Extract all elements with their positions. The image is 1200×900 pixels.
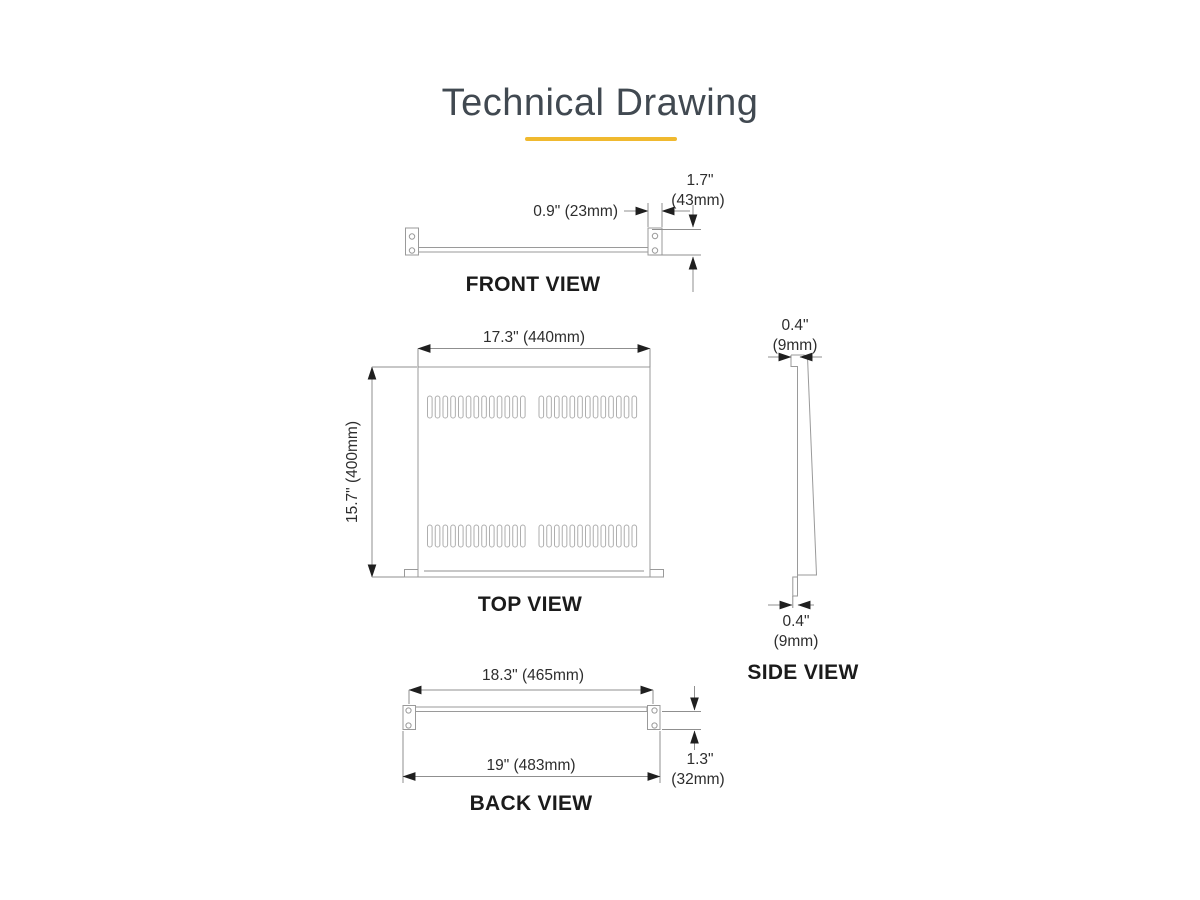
top-view-drawing xyxy=(344,329,664,616)
side-view-label: SIDE VIEW xyxy=(747,661,859,684)
mounting-hole xyxy=(652,248,657,253)
back-view-drawing xyxy=(403,667,725,815)
back-inner-width-dimension: 18.3" (465mm) xyxy=(482,667,584,684)
back-outer-width-dimension: 19" (483mm) xyxy=(486,757,576,774)
back-dimensions xyxy=(403,667,725,788)
back-view-label: BACK VIEW xyxy=(469,792,593,815)
top-depth-dimension: 15.7" (400mm) xyxy=(344,421,361,523)
page-title: Technical Drawing xyxy=(441,82,759,124)
mounting-hole xyxy=(409,248,414,253)
top-right-tab xyxy=(650,570,664,578)
mounting-hole xyxy=(652,233,657,238)
title-accent-underline xyxy=(525,137,677,141)
side-top-dimension-mm: (9mm) xyxy=(772,337,818,354)
front-ear-width-dimension: 0.9" (23mm) xyxy=(533,203,618,220)
side-view-drawing xyxy=(747,317,858,684)
mounting-hole xyxy=(406,723,411,728)
mounting-hole xyxy=(652,708,657,713)
top-width-dimension: 17.3" (440mm) xyxy=(483,329,585,346)
side-bottom-dimension-mm: (9mm) xyxy=(773,633,819,650)
mounting-hole xyxy=(652,723,657,728)
back-height-dimension-in: 1.3" xyxy=(686,751,714,768)
top-left-tab xyxy=(405,570,419,578)
mounting-hole xyxy=(406,708,411,713)
front-height-dimension-in: 1.7" xyxy=(686,172,714,189)
top-view-label: TOP VIEW xyxy=(477,593,583,616)
front-bar xyxy=(419,248,649,253)
front-view-label: FRONT VIEW xyxy=(465,273,601,296)
back-height-dimension-mm: (32mm) xyxy=(671,771,725,788)
front-view-drawing xyxy=(406,172,725,296)
mounting-hole xyxy=(409,234,414,239)
side-profile xyxy=(791,355,817,596)
front-height-dimension-mm: (43mm) xyxy=(671,192,725,209)
side-top-dimension-in: 0.4" xyxy=(781,317,809,334)
back-bar xyxy=(415,707,647,712)
top-shelf-body xyxy=(418,367,650,577)
side-bottom-dimension-in: 0.4" xyxy=(782,613,810,630)
